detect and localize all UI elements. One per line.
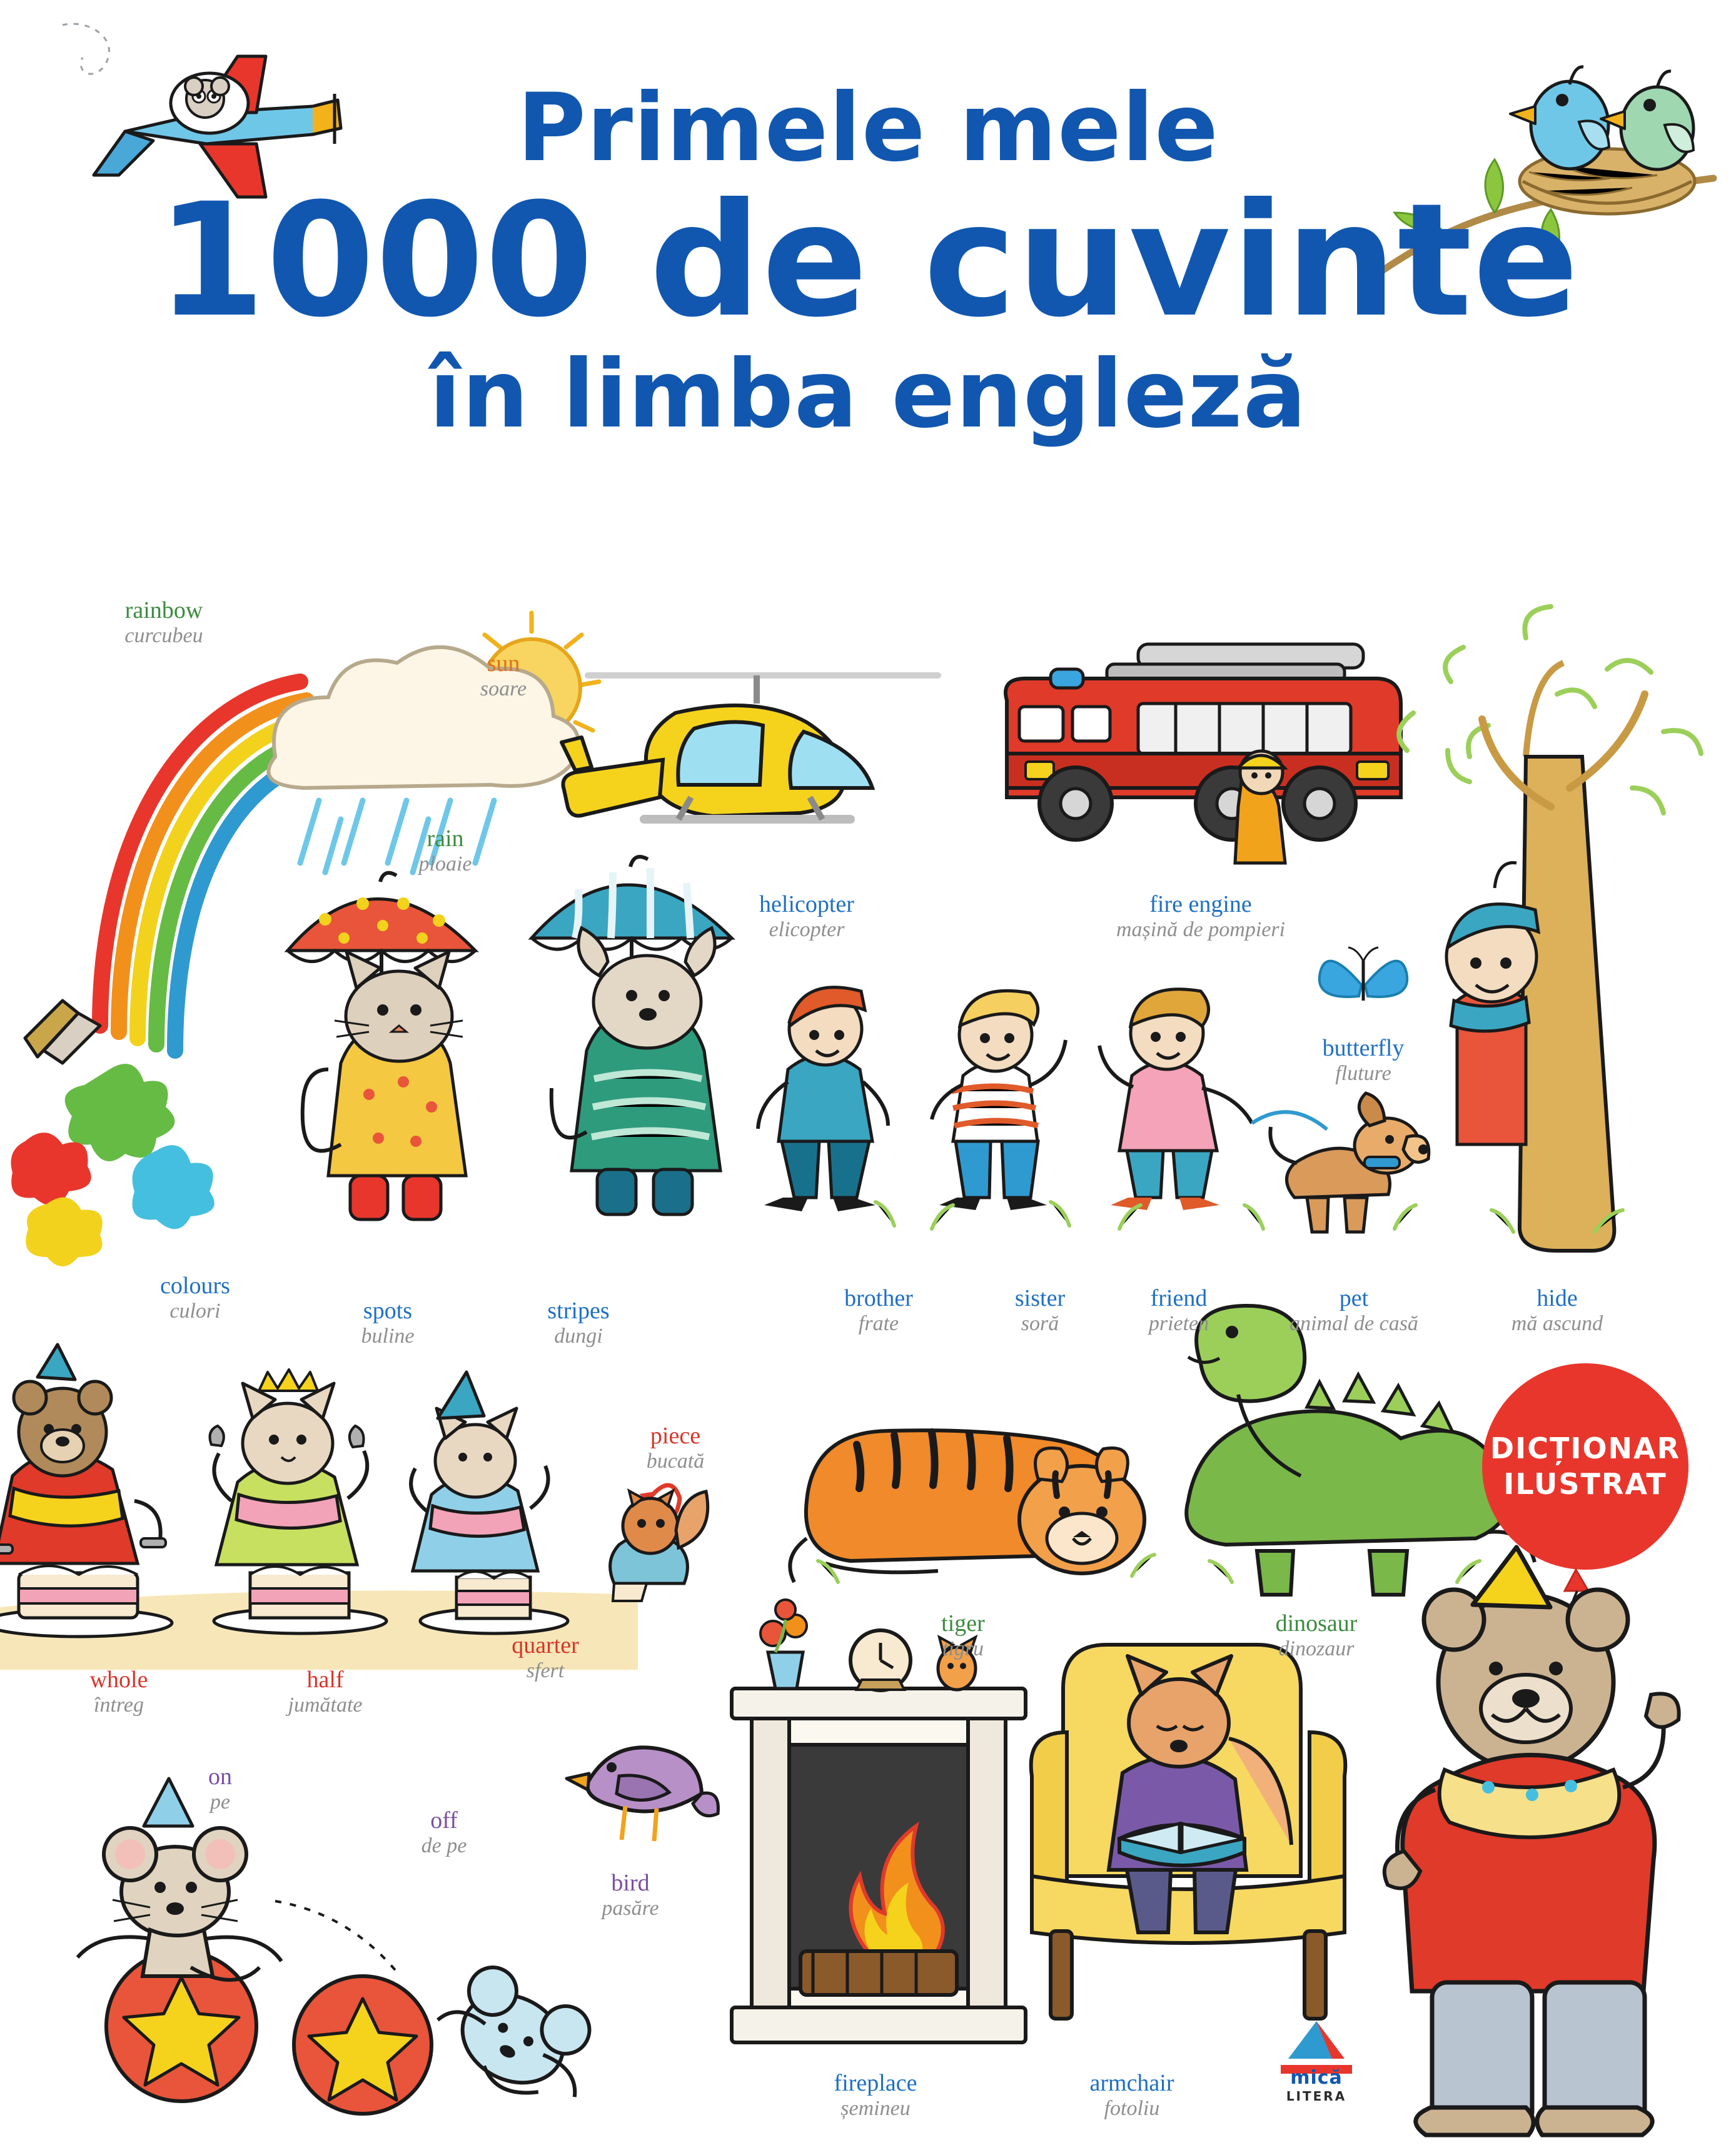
squirrel-piece — [610, 1485, 708, 1601]
word-english: half — [306, 1667, 344, 1693]
brother — [758, 987, 888, 1211]
word-romanian: elicopter — [769, 917, 845, 941]
pet-dog — [1252, 1093, 1429, 1232]
bird-illustration — [563, 1713, 719, 1857]
word-romanian: întreg — [94, 1693, 144, 1717]
word-romanian: soră — [1021, 1311, 1059, 1335]
word-romanian: prieten — [1148, 1311, 1209, 1335]
title-line-1: Primele mele — [517, 74, 1219, 183]
word-romanian: șemineu — [840, 2096, 911, 2120]
word-label-hide — [1432, 1285, 1682, 1336]
word-romanian: animal de casă — [1289, 1311, 1418, 1335]
word-label-armchair — [1007, 2070, 1257, 2121]
word-english: armchair — [1089, 2070, 1174, 2096]
word-romanian: ploaie — [418, 852, 472, 876]
word-label-sun — [378, 650, 628, 701]
word-english: tiger — [941, 1610, 985, 1637]
word-romanian: buline — [361, 1324, 415, 1348]
word-english: on — [208, 1764, 232, 1790]
word-english: brother — [844, 1285, 913, 1311]
word-label-butterfly — [1238, 1035, 1488, 1086]
book-title — [0, 74, 1736, 449]
word-label-on — [95, 1764, 345, 1814]
word-romanian: soare — [480, 677, 527, 700]
word-english: whole — [89, 1667, 148, 1693]
word-romanian: dungi — [554, 1324, 603, 1348]
word-label-tiger — [838, 1610, 1088, 1661]
word-english: hide — [1537, 1285, 1578, 1311]
word-romanian: dinozaur — [1278, 1637, 1355, 1660]
word-english: fireplace — [834, 2070, 917, 2096]
word-label-stripes — [453, 1298, 704, 1348]
cakes-table-illustration — [0, 1338, 738, 1670]
word-label-rain — [320, 825, 570, 876]
word-romanian: sfert — [526, 1658, 565, 1682]
spots-umbrella-cat-illustration — [275, 876, 538, 1263]
word-english: piece — [650, 1423, 701, 1449]
mantel-vase — [760, 1600, 807, 1688]
word-english: colours — [160, 1273, 230, 1299]
word-english: friend — [1150, 1285, 1208, 1311]
word-romanian: fotoliu — [1104, 2096, 1160, 2120]
word-label-piece — [550, 1423, 800, 1473]
word-romanian: culori — [169, 1299, 221, 1323]
word-english: off — [430, 1807, 458, 1834]
word-romanian: de pe — [421, 1834, 467, 1857]
word-english: pet — [1339, 1285, 1369, 1311]
word-english: spots — [363, 1298, 413, 1324]
bear-whole-cake — [0, 1345, 172, 1637]
sister — [932, 991, 1066, 1210]
badge-line-2: ILUSTRAT — [1503, 1467, 1667, 1501]
word-english: butterfly — [1322, 1035, 1405, 1061]
word-label-rainbow — [39, 597, 289, 648]
word-english: rainbow — [124, 597, 203, 623]
word-romanian: mă ascund — [1511, 1311, 1603, 1335]
publisher-name-sub: LITERA — [1286, 2089, 1347, 2104]
word-romanian: mașină de pompieri — [1116, 917, 1286, 941]
word-label-fire-engine — [1076, 891, 1326, 942]
word-romanian: fluture — [1335, 1061, 1391, 1085]
word-english: bird — [611, 1870, 650, 1896]
word-label-bird — [505, 1870, 755, 1920]
word-english: dinosaur — [1275, 1610, 1358, 1637]
word-romanian: bucată — [646, 1449, 705, 1473]
word-label-quarter — [420, 1632, 670, 1683]
title-line-3: în limba engleză — [429, 340, 1307, 449]
word-english: helicopter — [759, 891, 854, 917]
publisher-logo-text — [1251, 2067, 1382, 2104]
word-romanian: frate — [858, 1311, 899, 1335]
publisher-name-main: mică — [1290, 2067, 1343, 2089]
title-line-2: 1000 de cuvinte — [156, 169, 1580, 351]
paint-blobs-illustration — [13, 1057, 275, 1257]
word-romanian: pe — [209, 1790, 231, 1814]
illustrated-dictionary-badge — [1482, 1363, 1688, 1570]
word-english: sun — [487, 650, 520, 677]
word-label-fireplace — [750, 2070, 1001, 2121]
word-english: stripes — [547, 1298, 610, 1324]
word-label-helicopter — [682, 891, 932, 942]
fire-engine-illustration — [982, 625, 1432, 882]
word-english: fire engine — [1149, 891, 1252, 917]
armchair-illustration — [1013, 1613, 1363, 2051]
word-label-off — [319, 1807, 569, 1858]
word-english: quarter — [512, 1632, 579, 1658]
word-label-dinosaur — [1191, 1610, 1441, 1661]
word-romanian: jumătate — [288, 1693, 363, 1717]
word-romanian: curcubeu — [124, 623, 203, 647]
word-label-half — [200, 1667, 450, 1717]
publisher-logo — [1251, 1995, 1382, 2107]
word-english: rain — [426, 825, 464, 852]
tiger-illustration — [782, 1351, 1182, 1613]
word-romanian: tigru — [942, 1637, 984, 1660]
word-english: sister — [1014, 1285, 1066, 1311]
friend — [1099, 989, 1252, 1210]
badge-line-1: DICȚIONAR — [1490, 1431, 1681, 1465]
firefighter — [1235, 751, 1285, 863]
word-romanian: pasăre — [602, 1896, 659, 1920]
fireplace-illustration — [713, 1601, 1051, 2051]
children-group-illustration — [744, 976, 1426, 1269]
